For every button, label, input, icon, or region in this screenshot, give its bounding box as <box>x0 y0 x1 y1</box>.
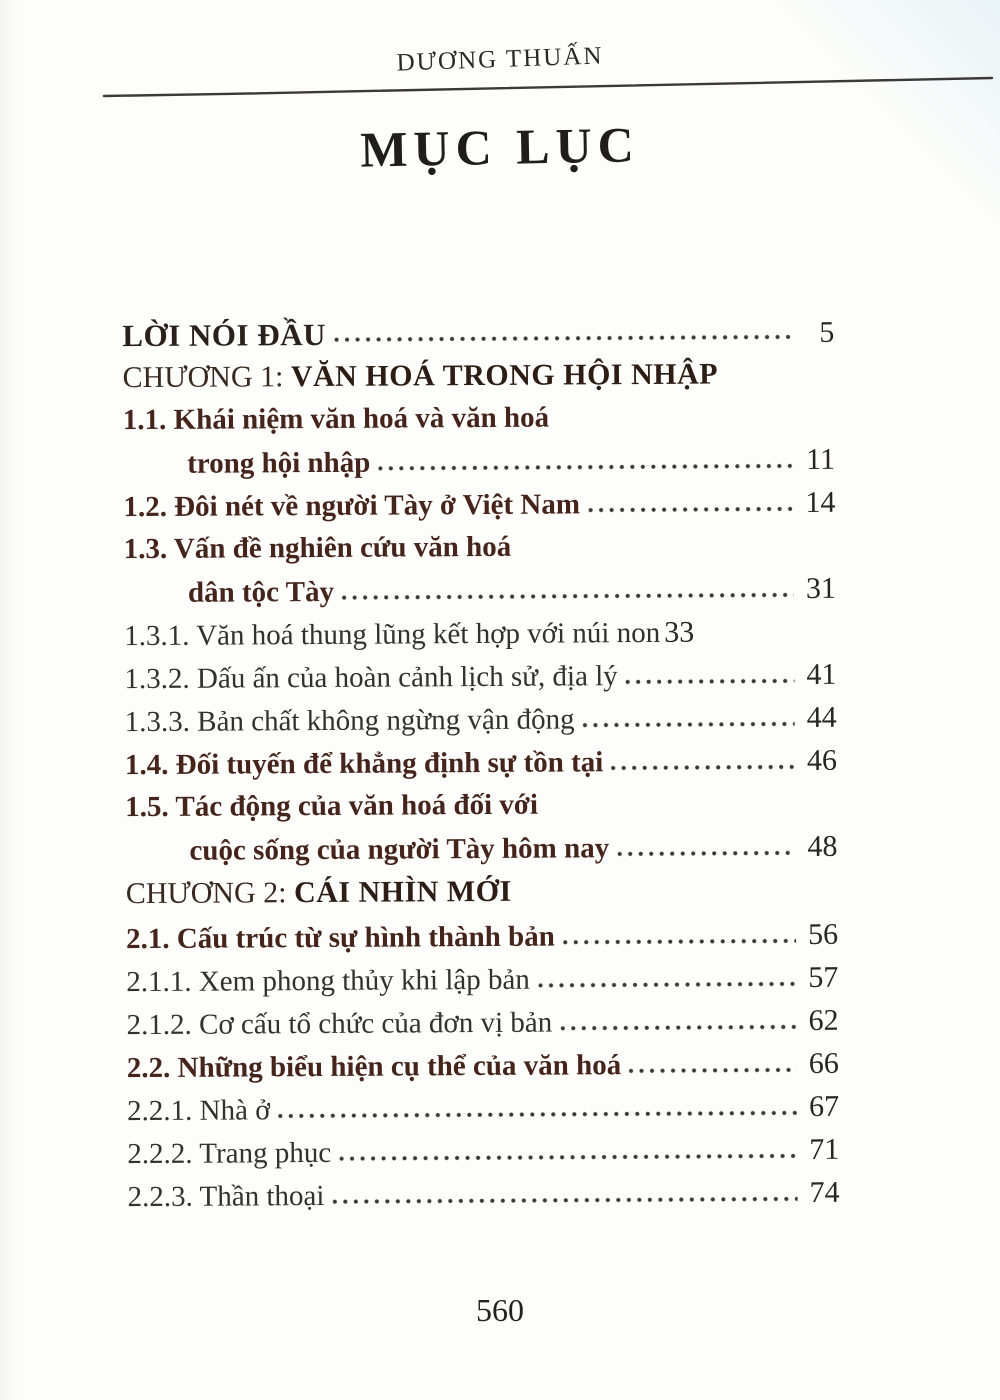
toc-row <box>126 1003 839 1042</box>
toc-page-number: 74 <box>809 1175 840 1210</box>
toc-row <box>122 357 835 395</box>
toc-page-number: 14 <box>805 485 836 520</box>
toc-entry-label: 2.1.2. Cơ cấu tổ chức của đơn vị bản <box>126 1006 553 1042</box>
dot-leader <box>339 1153 797 1162</box>
toc-entry-label: LỜI NÓI ĐẦU <box>122 316 327 354</box>
header-rule-line <box>0 68 1000 108</box>
page-title: MỤC LỤC <box>359 116 641 178</box>
dot-leader <box>611 764 795 771</box>
toc-entry-label: 2.2.3. Thần thoại <box>127 1179 325 1214</box>
toc-page-number: 48 <box>807 829 838 864</box>
toc-entry-label: 1.3.3. Bản chất không ngừng vận động <box>124 703 575 739</box>
toc-entry-label: 2.1. Cấu trúc từ sự hình thành bản <box>125 920 555 956</box>
running-header-author: DƯƠNG THUẤN <box>396 42 604 77</box>
footer-page-number: 560 <box>476 1292 524 1328</box>
dot-leader <box>279 1110 798 1119</box>
toc-list <box>122 314 840 1223</box>
toc-row <box>127 1132 840 1171</box>
toc-entry-label: CHƯƠNG 1: VĂN HOÁ TRONG HỘI NHẬP <box>122 357 719 395</box>
toc-row <box>123 485 836 524</box>
toc-row <box>124 571 837 609</box>
toc-row <box>124 700 837 739</box>
toc-row <box>123 529 836 566</box>
toc-entry-label: 2.2.1. Nhà ở <box>126 1094 271 1128</box>
toc-page-number: 5 <box>819 315 835 349</box>
dot-leader <box>583 721 795 728</box>
toc-row <box>127 1175 840 1214</box>
dot-leader <box>617 850 795 857</box>
toc-page-number: 31 <box>805 571 837 606</box>
dot-leader <box>342 592 794 601</box>
dot-leader <box>378 463 793 472</box>
toc-entry-label: 1.3.2. Dấu ấn của hoàn cảnh lịch sử, địa lý <box>124 660 618 696</box>
toc-page-number: 44 <box>806 700 837 735</box>
toc-entry-label: 1.3. Vấn đề nghiên cứu văn hoá <box>123 530 512 566</box>
toc-row <box>126 1046 839 1085</box>
toc-page-number: 66 <box>808 1046 839 1081</box>
toc-entry-label: 2.2.2. Trang phục <box>127 1136 332 1171</box>
toc-entry-label: cuộc sống của người Tày hôm nay <box>189 832 610 867</box>
toc-row <box>126 960 839 999</box>
toc-page-number: 56 <box>807 917 839 952</box>
toc-entry-label: 2.2. Những biểu hiện cụ thể của văn hoá <box>126 1049 622 1085</box>
toc-page-number: 67 <box>808 1089 840 1124</box>
toc-entry-label: 2.1.1. Xem phong thủy khi lập bản <box>126 963 530 999</box>
toc-entry-label: trong hội nhập <box>187 446 371 480</box>
toc-row <box>125 829 838 867</box>
toc-page-number: 71 <box>809 1132 840 1167</box>
toc-row <box>122 314 835 354</box>
toc-row <box>125 873 838 911</box>
toc-page-number: 41 <box>806 657 837 692</box>
toc-page-number: 62 <box>808 1003 839 1038</box>
dot-leader <box>588 506 793 513</box>
toc-entry-label: 1.5. Tác động của văn hoá đối với <box>125 788 539 824</box>
toc-entry-label: 1.1. Khái niệm văn hoá và văn hoá <box>122 401 550 437</box>
toc-row <box>125 787 837 824</box>
toc-row <box>125 917 839 956</box>
dot-leader <box>334 334 792 343</box>
toc-row <box>122 400 835 437</box>
toc-row <box>124 657 837 696</box>
toc-page-number: 57 <box>808 960 839 995</box>
toc-entry-label: 1.4. Đối tuyến để khẳng định sự tồn tại <box>124 746 604 782</box>
dot-leader <box>629 1067 797 1074</box>
toc-page-number: 46 <box>806 743 838 778</box>
toc-row <box>124 743 838 782</box>
dot-leader <box>626 678 795 685</box>
toc-row <box>124 615 836 653</box>
dot-leader <box>563 938 796 945</box>
toc-entry-label: CHƯƠNG 2: CÁI NHÌN MỚI <box>125 874 512 911</box>
toc-entry-label: 1.2. Đôi nét về người Tày ở Việt Nam <box>123 488 581 524</box>
dot-leader <box>332 1196 797 1205</box>
toc-page-number: 33 <box>664 615 695 649</box>
dot-leader <box>538 981 796 989</box>
toc-entry-label: dân tộc Tày <box>187 575 335 609</box>
toc-entry-label: 1.3.1. Văn hoá thung lũng kết hợp với núi non <box>124 616 661 653</box>
toc-row <box>126 1089 840 1128</box>
toc-page-number: 11 <box>806 442 836 477</box>
dot-leader <box>560 1024 796 1031</box>
toc-row <box>123 442 836 480</box>
